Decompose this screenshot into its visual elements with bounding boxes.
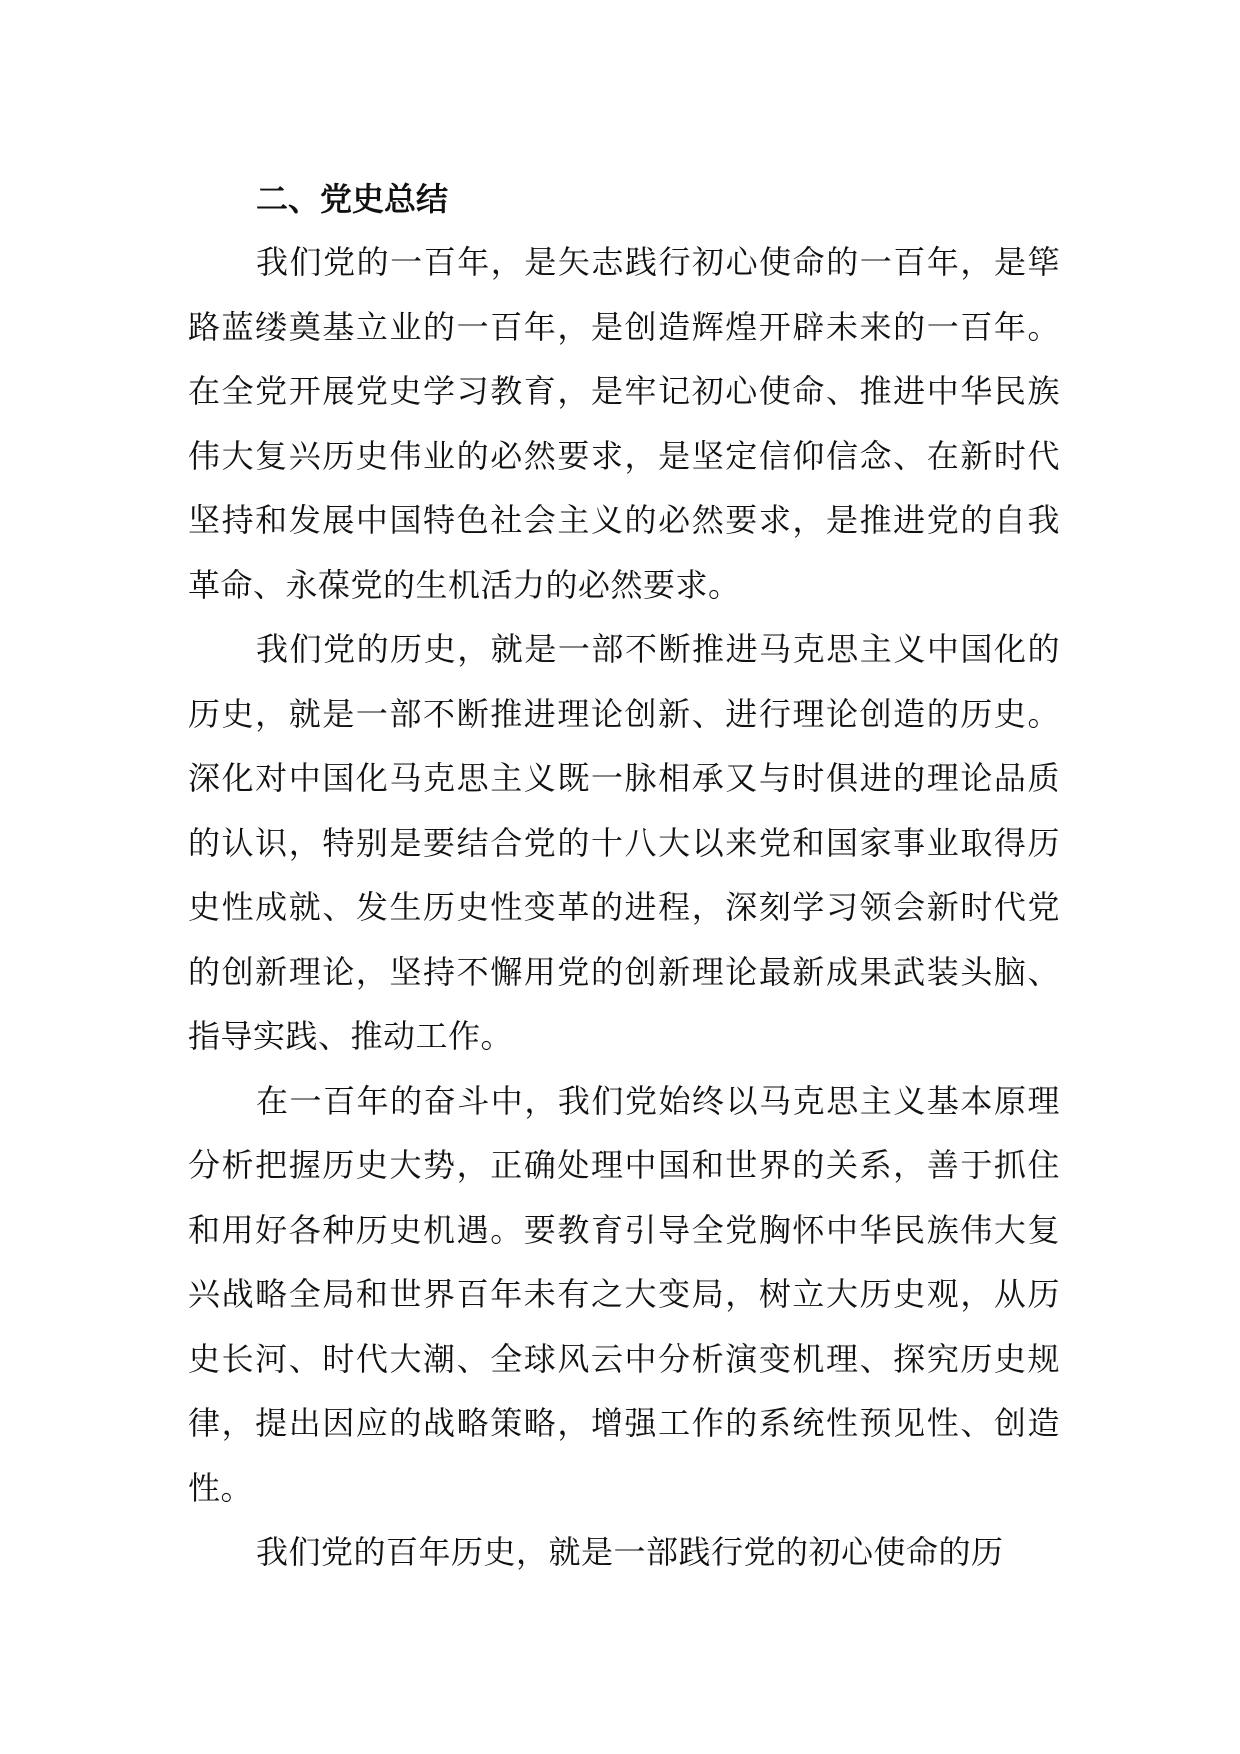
section-heading: 二、党史总结: [256, 180, 449, 218]
paragraph-4: 我们党的百年历史，就是一部践行党的初心使命的历: [256, 1533, 1004, 1571]
paragraph-3: 在一百年的奋斗中，我们党始终以马克思主义基本原理分析把握历史大势，正确处理中国和世界的关系，善于抓住和用好各种历史机遇。要教育引导全党胸怀中华民族伟大复兴战略全局和世界百年未有之大变局，树立大历史观，从历史长河、时代大潮、全球风云中分析演变机理、探究历史规律，提出因应的战略策略，增强工作的系统性预见性、创造性。: [188, 1081, 1060, 1507]
paragraph-1: 我们党的一百年，是矢志践行初心使命的一百年，是筚路蓝缕奠基立业的一百年，是创造辉煌开辟未来的一百年。在全党开展党史学习教育，是牢记初心使命、推进中华民族伟大复兴历史伟业的必然要求，是坚定信仰信念、在新时代坚持和发展中国特色社会主义的必然要求，是推进党的自我革命、永葆党的生机活力的必然要求。: [188, 243, 1060, 604]
paragraph-2: 我们党的历史，就是一部不断推进马克思主义中国化的历史，就是一部不断推进理论创新、进行理论创造的历史。深化对中国化马克思主义既一脉相承又与时俱进的理论品质的认识，特别是要结合党的十八大以来党和国家事业取得历史性成就、发生历史性变革的进程，深刻学习领会新时代党的创新理论，坚持不懈用党的创新理论最新成果武装头脑、指导实践、推动工作。: [188, 630, 1060, 1055]
document-body: [188, 168, 1060, 1585]
